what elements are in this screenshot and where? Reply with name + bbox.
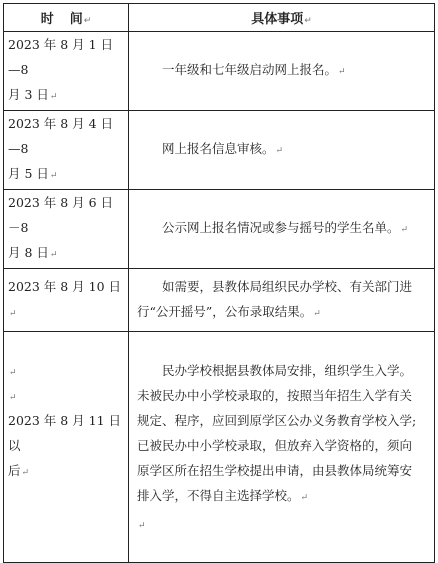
date-cell: ↵ ↵ 2023 年 8 月 11 日以 后↵ (4, 332, 129, 563)
table-row (4, 32, 435, 111)
date-cell: 2023 年 8 月 10 日↵ (4, 269, 129, 332)
paragraph-mark-icon: ↵ (83, 16, 92, 26)
table-row (4, 332, 435, 563)
date-cell: 2023 年 8 月 4 日—8 月 5 日↵ (4, 111, 129, 190)
date-cell: 2023 年 8 月 6 日－8 月 8 日↵ (4, 190, 129, 269)
description-cell: 民办学校根据县教体局安排，组织学生入学。 未被民办中小学校录取的，按照当年招生入学有关 规定、程序，应回到原学区公办义务教育学校入学; 已被民办中小学校录取，但放弃入学资格的，须向 原学区所在招生学校提出申请，由县教体局统筹安 排入学，不得自主选择学校。↵ ↵ (129, 332, 435, 563)
table-row (4, 111, 435, 190)
date-cell: 2023 年 8 月 1 日—8 月 3 日↵ (4, 32, 129, 111)
description-cell: 一年级和七年级启动网上报名。↵ (129, 32, 435, 111)
enrollment-schedule-table (3, 3, 435, 563)
table-header-row (4, 4, 435, 32)
paragraph-mark-icon: ↵ (304, 16, 312, 26)
table-row (4, 190, 435, 269)
description-cell: 网上报名信息审核。↵ (129, 111, 435, 190)
description-cell: 如需要，县教体局组织民办学校、有关部门进 行“公开摇号”，公布录取结果。↵ (129, 269, 435, 332)
description-cell: 公示网上报名情况或参与摇号的学生名单。↵ (129, 190, 435, 269)
header-time: 时 间↵ (4, 4, 129, 32)
table-row (4, 269, 435, 332)
header-item: 具体事项↵ (129, 4, 435, 32)
